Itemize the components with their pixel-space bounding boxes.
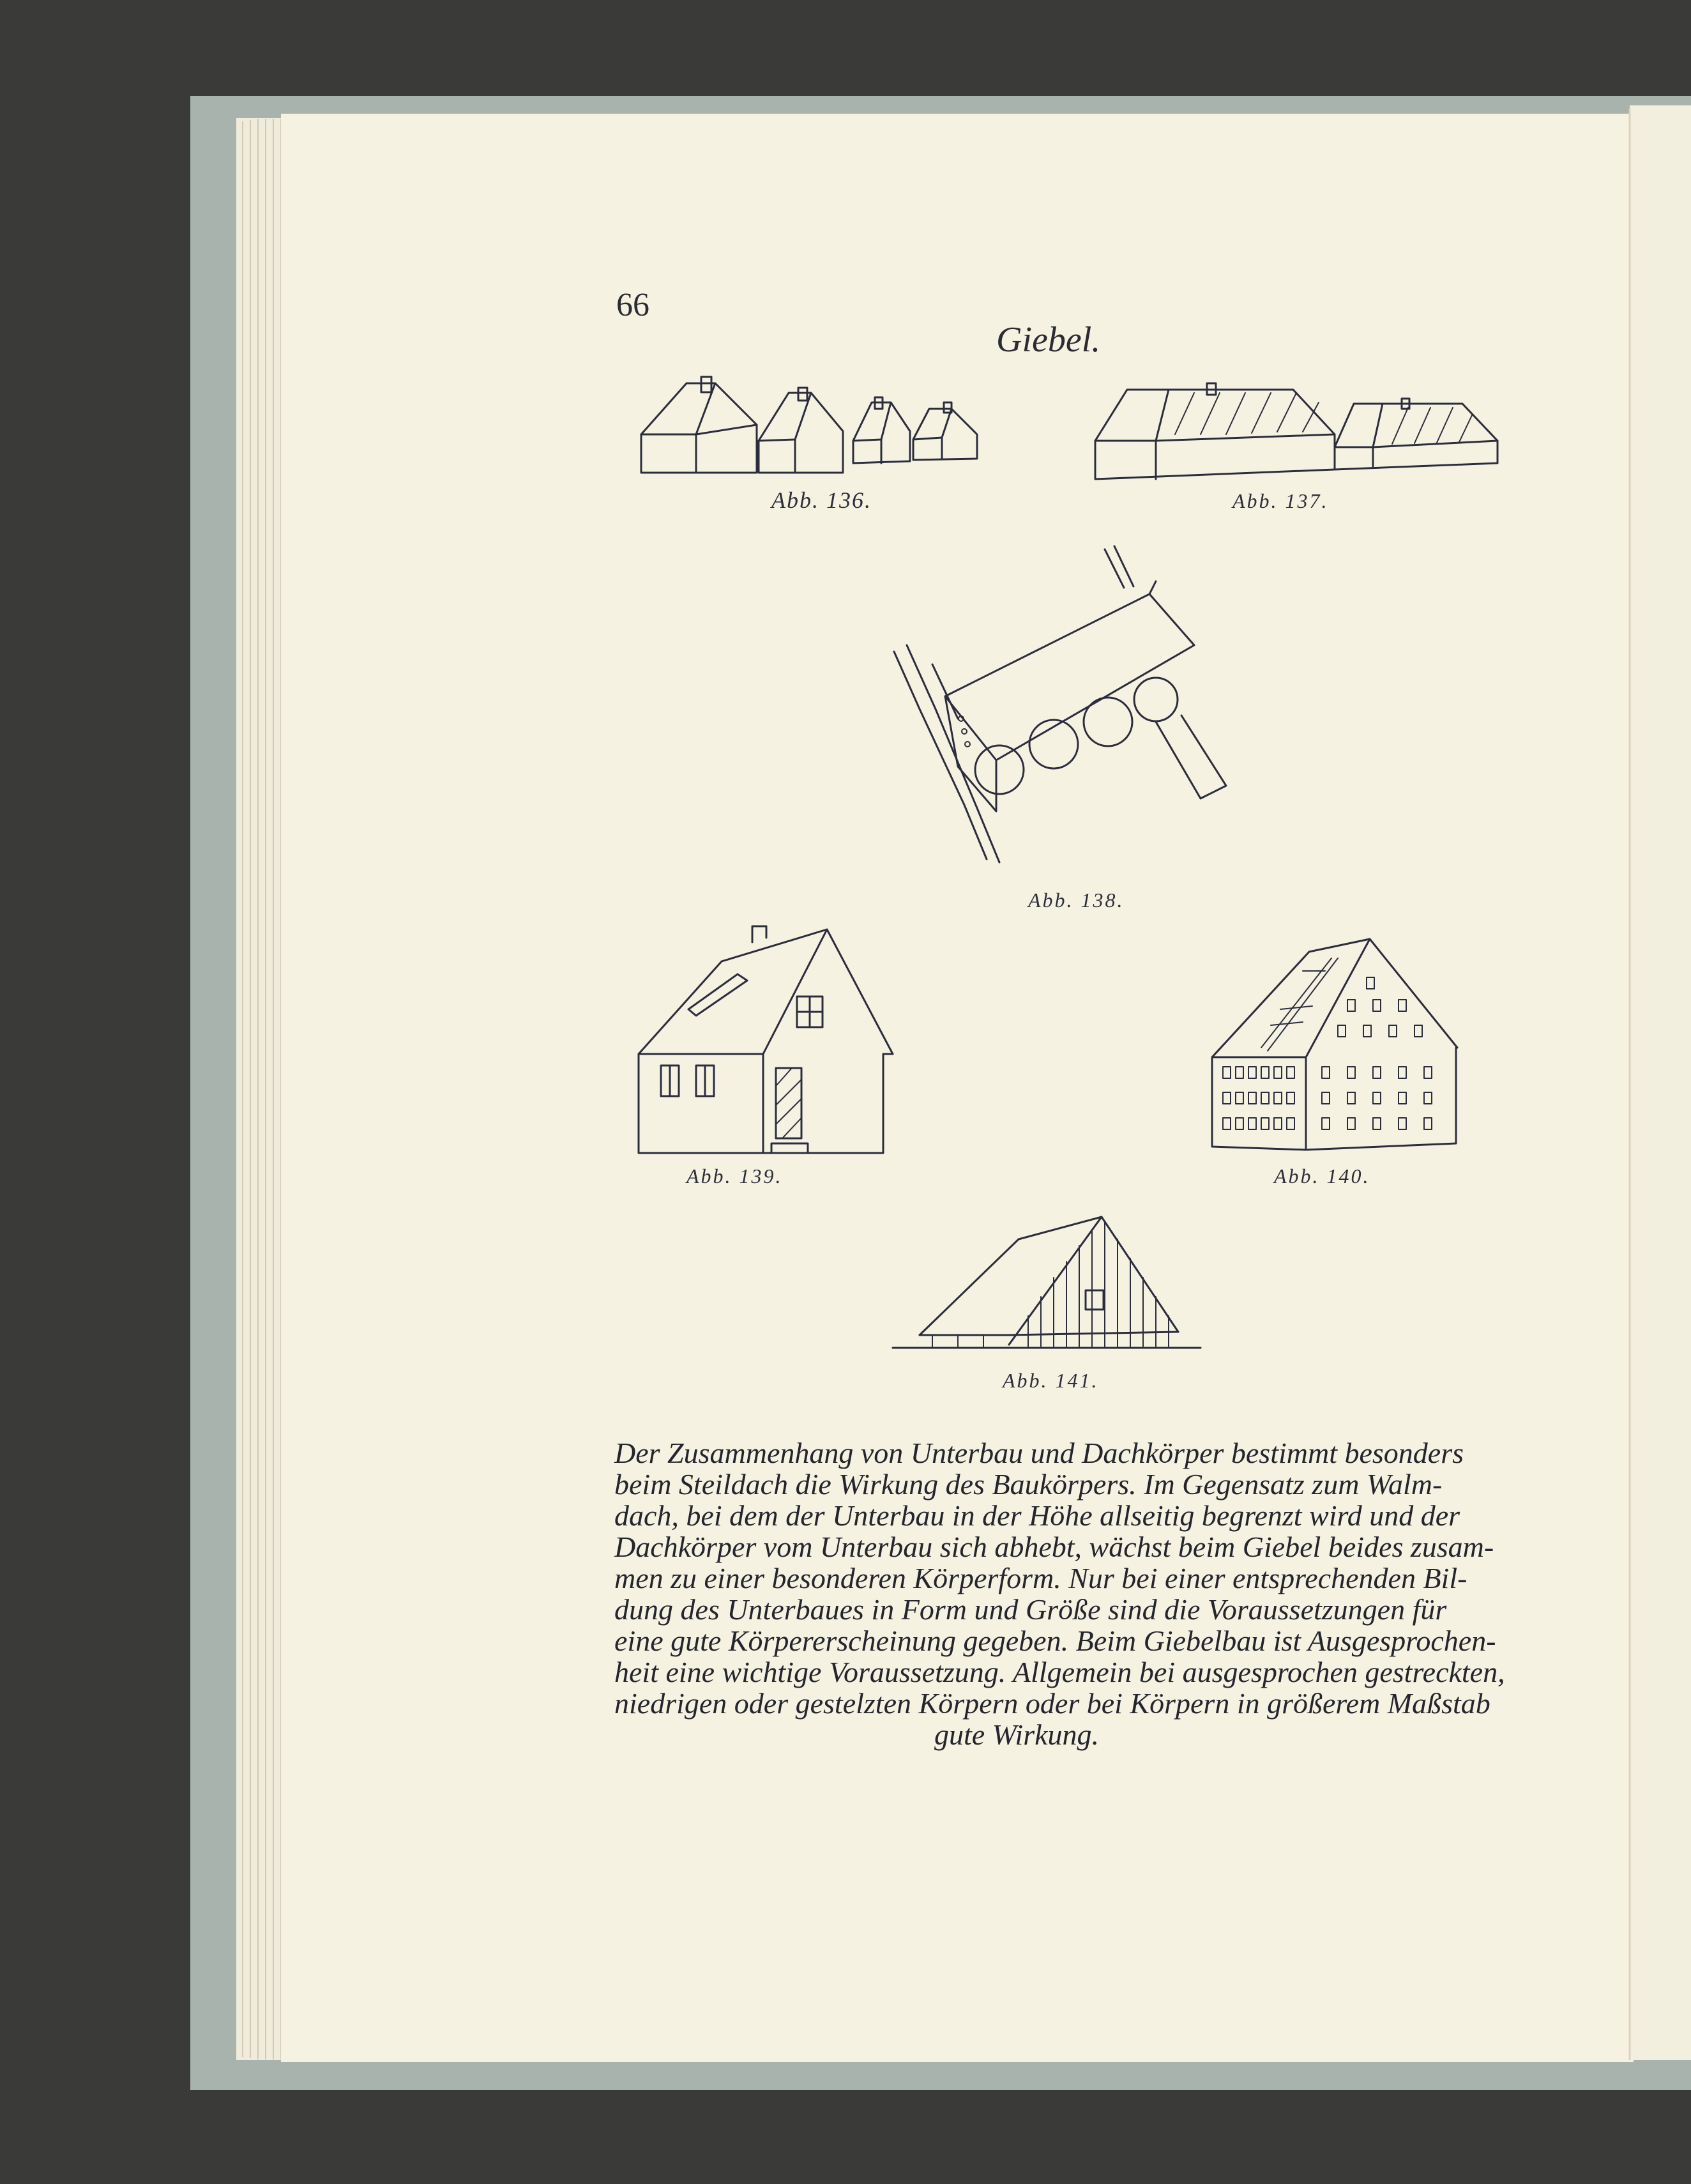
figure-caption-141: Abb. 141. xyxy=(1003,1369,1099,1392)
figure-caption-137: Abb. 137. xyxy=(1232,489,1329,512)
body-line: niedrigen oder gestelzten Körpern oder bei Körpern in größerem Maßstab xyxy=(614,1687,1490,1720)
right-page-edge xyxy=(1630,105,1691,2060)
body-line: eine gute Körpererscheinung gegeben. Beim Giebelbau ist Ausgesprochen- xyxy=(614,1624,1496,1657)
figure-caption-140: Abb. 140. xyxy=(1274,1165,1370,1187)
body-line: beim Steildach die Wirkung des Baukörpers. Im Gegensatz zum Walm- xyxy=(614,1468,1443,1501)
page-paper xyxy=(281,114,1634,2062)
figure-caption-136: Abb. 136. xyxy=(771,487,872,513)
body-line: dung des Unterbaues in Form und Größe sind die Voraussetzungen für xyxy=(614,1593,1447,1626)
body-paragraph xyxy=(614,1437,1505,1751)
figure-caption-139: Abb. 139. xyxy=(686,1165,783,1187)
page-edges xyxy=(236,118,287,2060)
body-line: Dachkörper vom Unterbau sich abhebt, wächst beim Giebel beides zusam- xyxy=(614,1531,1494,1563)
body-line: men zu einer besonderen Körperform. Nur bei einer entsprechenden Bil- xyxy=(614,1562,1467,1594)
body-line: Der Zusammenhang von Unterbau und Dachkörper bestimmt besonders xyxy=(614,1437,1464,1469)
page-title: Giebel. xyxy=(996,320,1101,360)
body-line: dach, bei dem der Unterbau in der Höhe allseitig begrenzt wird und der xyxy=(614,1499,1460,1532)
body-line: heit eine wichtige Voraussetzung. Allgemein bei ausgesprochen gestreckten, xyxy=(614,1656,1505,1688)
figure-caption-138: Abb. 138. xyxy=(1028,889,1125,912)
body-line: gute Wirkung. xyxy=(934,1718,1100,1751)
page-number: 66 xyxy=(616,287,649,323)
